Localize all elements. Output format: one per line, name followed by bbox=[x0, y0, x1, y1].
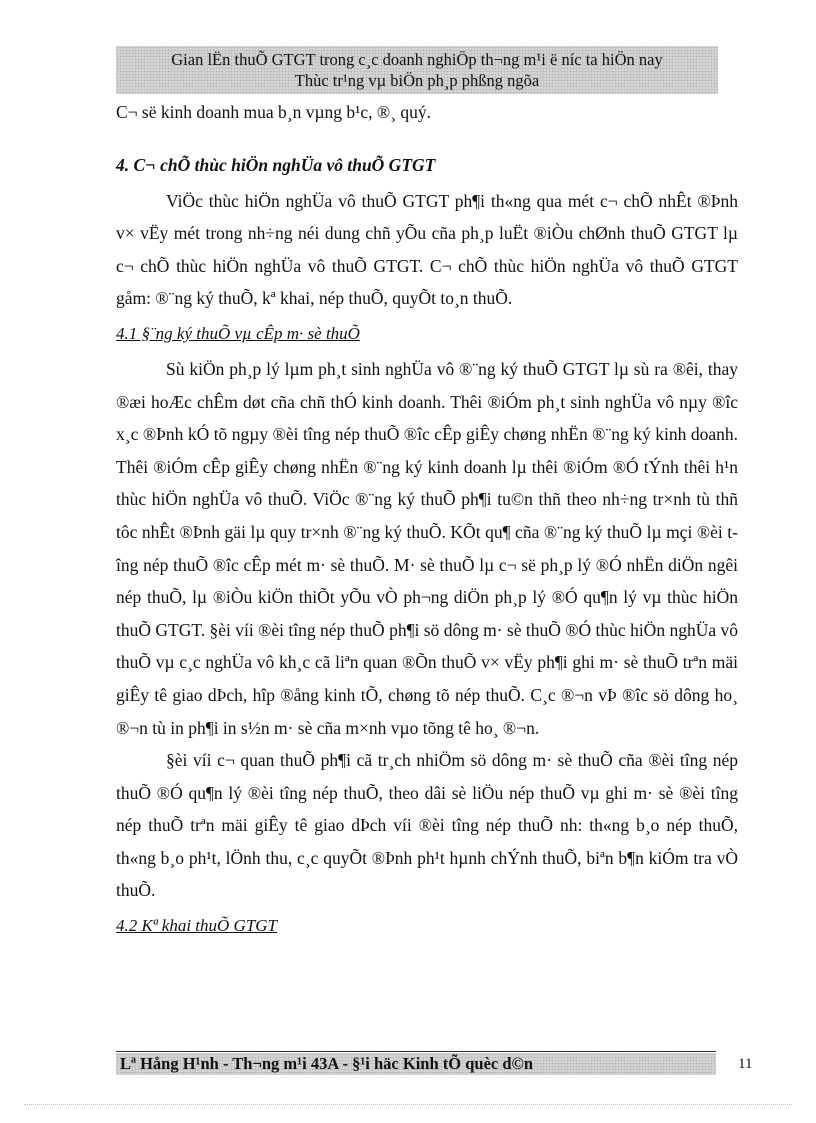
subsection-paragraph-1: Sù kiÖn ph¸p lý lµm ph¸t sinh nghÜa vô ®¨ng ký thuÕ GTGT lµ sù ra ®êi, thay ®æi hoÆc chÊm døt cña chñ thÓ kinh doanh. Thêi ®iÓm ph¸t sinh nghÜa vô nµy ®îc x¸c ®Þnh kÓ tõ ngµy ®èi tîng nép thuÕ ®îc cÊp giÊy chøng nhËn ®¨ng ký kinh doanh. Thêi ®iÓm cÊp giÊy chøng nhËn ®¨ng ký kinh doanh lµ thêi ®iÓm ®Ó tÝnh thêi h¹n thùc hiÖn nghÜa vô thuÕ. ViÖc ®¨ng ký thuÕ ph¶i tu©n thñ theo nh÷ng tr×nh tù thñ tôc nhÊt ®Þnh gäi lµ quy tr×nh ®¨ng ký thuÕ. KÕt qu¶ cña ®¨ng ký thuÕ lµ mçi ®èi tîng nép thuÕ ®îc cÊp mét m· sè thuÕ. M· sè thuÕ lµ c¬ së ph¸p lý ®Ó nhËn diÖn ngêi nép thuÕ, lµ ®iÒu kiÖn thiÕt yÕu vÒ ph¬ng diÖn ph¸p lý ®Ó qu¶n lý vµ thùc hiÖn thuÕ GTGT. §èi víi ®èi tîng nép thuÕ ph¶i sö dông m· sè thuÕ ®Ó thùc hiÖn nghÜa vô thuÕ vµ c¸c nghÜa vô kh¸c cã liªn quan ®Õn thuÕ v× vËy ph¶i ghi m· sè thuÕ trªn mäi giÊy tê giao dÞch, hîp ®ång kinh tÕ, chøng tõ nép thuÕ. C¸c ®¬n vÞ ®îc sö dông ho¸ ®¬n tù in ph¶i in s½n m· sè cña m×nh vµo tõng tê ho¸ ®¬n. bbox=[116, 358, 738, 738]
header-line-1: Gian lËn thuÕ GTGT trong c¸c doanh nghiÖp th¬ng m¹i ë níc ta hiÖn nay bbox=[171, 50, 663, 69]
subsection-paragraph-2: §èi víi c¬ quan thuÕ ph¶i cã tr¸ch nhiÖm sö dông m· sè thuÕ cña ®èi tîng nép thuÕ ®Ó qu¶n lý ®èi tîng nép thuÕ, theo dâi sè liÖu nép thuÕ vµ ghi m· sè ®èi tîng nép thuÕ trªn mäi giÊy tê giao dÞch víi ®èi tîng nép thuÕ nh: th«ng b¸o nép thuÕ, th«ng b¸o ph¹t, lÖnh thu, c¸c quyÕt ®Þnh ph¹t hµnh chÝnh thuÕ, biªn b¶n kiÓm tra vÒ thuÕ. bbox=[116, 750, 738, 901]
running-header bbox=[116, 46, 718, 94]
subsection-title-4-2: 4.2 Kª khai thuÕ GTGT bbox=[116, 916, 278, 936]
section-paragraph: ViÖc thùc hiÖn nghÜa vô thuÕ GTGT ph¶i th«ng qua mét c¬ chÕ nhÊt ®Þnh v× vËy mét trong nh÷ng néi dung chñ yÕu cña ph¸p luËt ®iÒu chØnh thuÕ GTGT lµ c¬ chÕ thùc hiÖn nghÜa vô thuÕ GTGT. C¬ chÕ thùc hiÖn nghÜa vô thuÕ GTGT gåm: ®¨ng ký thuÕ, kª khai, nép thuÕ, quyÕt to¸n thuÕ. bbox=[116, 190, 738, 309]
subsection-title-4-1: 4.1 §¨ng ký thuÕ vµ cÊp m· sè thuÕ bbox=[116, 323, 360, 343]
footer-divider bbox=[116, 1051, 716, 1052]
intro-line: C¬ së kinh doanh mua b¸n vµng b¹c, ®¸ quý. bbox=[116, 102, 432, 122]
page-number: 11 bbox=[738, 1056, 753, 1072]
document-body bbox=[116, 96, 738, 945]
section-title: 4. C¬ chÕ thùc hiÖn nghÜa vô thuÕ GTGT bbox=[116, 154, 436, 175]
running-footer: Lª Hång H¹nh - Th¬ng m¹i 43A - §¹i häc Kinh tÕ quèc d©n bbox=[116, 1053, 716, 1075]
page-edge-divider bbox=[24, 1104, 792, 1105]
header-line-2: Thùc tr¹ng vµ biÖn ph¸p phßng ngõa bbox=[294, 71, 540, 90]
